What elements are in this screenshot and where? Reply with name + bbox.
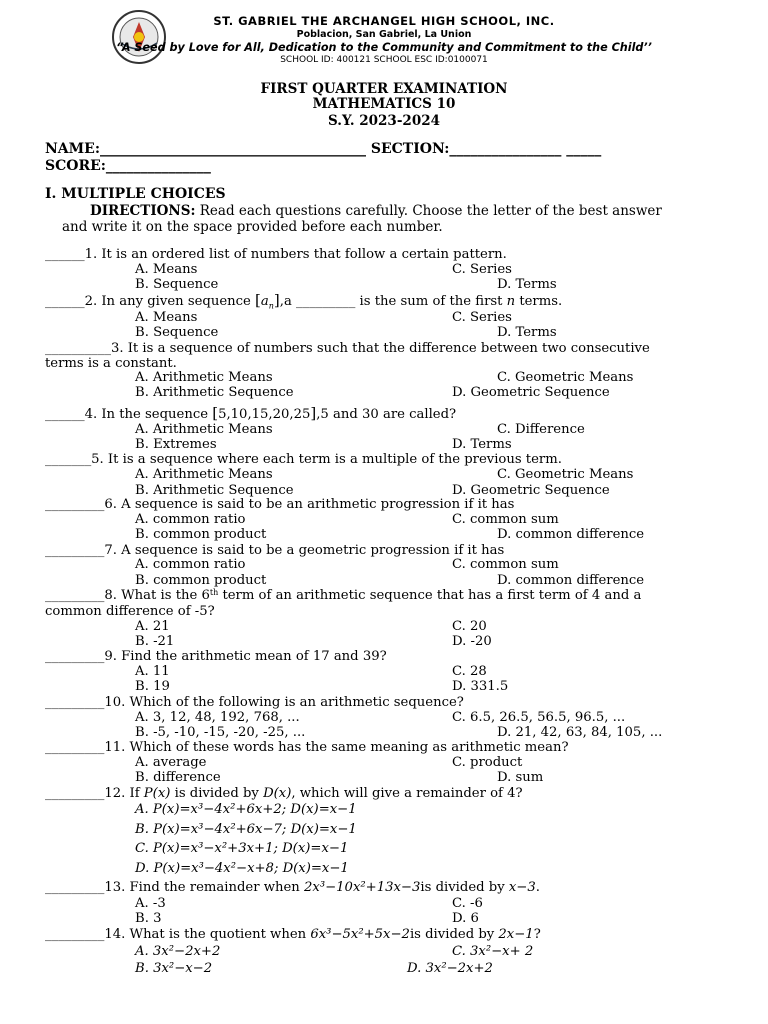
q4-stem: ______4. In the sequence [5,10,15,20,25],5 and 30 are called? [45,404,457,422]
q7-stem: _________7. A sequence is said to be a geometric progression if it has [45,543,505,558]
q6-choice-b: B. common product [135,527,267,542]
q12-choice-a: A. P(x)=x³−4x²+6x+2; D(x)=x−1 [135,802,357,817]
q11-choice-c: C. product [452,755,523,770]
q13-choice-d: D. 6 [452,911,479,926]
q8-stem: _________8. What is the 6th term of an arithmetic sequence that has a first term of 4 and a [45,588,642,603]
q7-choice-a: A. common ratio [135,557,246,572]
score-line: SCORE:_______________ [45,158,211,174]
directions-line2: and write it on the space provided before each number. [62,219,443,235]
q2-choice-d: D. Terms [497,325,557,340]
q10-stem: _________10. Which of the following is an arithmetic sequence? [45,695,464,710]
school-name: ST. GABRIEL THE ARCHANGEL HIGH SCHOOL, INC. [213,14,555,28]
q3-choice-d: D. Geometric Sequence [452,385,610,400]
q8-choice-c: C. 20 [452,619,487,634]
school-ids: SCHOOL ID: 400121 SCHOOL ESC ID:0100071 [280,55,488,65]
school-year: S.Y. 2023-2024 [327,113,440,129]
q7-choice-c: C. common sum [452,557,559,572]
q9-stem: _________9. Find the arithmetic mean of 17 and 39? [45,649,387,664]
name-section-line: NAME:______________________________________ SECTION:________________ _____ [45,141,602,157]
q1-choice-d: D. Terms [497,277,557,292]
q8-choice-d: D. -20 [452,634,492,649]
q14-choice-d: D. 3x²−2x+2 [407,961,493,976]
q2-choice-b: B. Sequence [135,325,219,340]
q13-choice-b: B. 3 [135,911,162,926]
q9-choice-d: D. 331.5 [452,679,509,694]
q5-choice-d: D. Geometric Sequence [452,483,610,498]
q8-choice-b: B. -21 [135,634,175,649]
q11-stem: _________11. Which of these words has the same meaning as arithmetic mean? [45,740,569,755]
q4-choice-b: B. Extremes [135,437,217,452]
q1-stem: ______1. It is an ordered list of numbers that follow a certain pattern. [45,247,507,262]
q12-choice-c: C. P(x)=x³−x²+3x+1; D(x)=x−1 [135,841,349,856]
q14-choice-b: B. 3x²−x−2 [135,961,213,976]
exam-title: FIRST QUARTER EXAMINATION [260,81,508,97]
directions-label: DIRECTIONS: [90,203,196,219]
q13-choice-a: A. -3 [135,896,166,911]
q2-stem: ______2. In any given sequence $[a_n],a$ _________ is the sum of the first n terms. [45,291,563,311]
q7-choice-d: D. common difference [497,573,645,588]
q6-choice-d: D. common difference [497,527,645,542]
q10-choice-b: B. -5, -10, -15, -20, -25, ... [135,725,306,740]
q8-stem-line2: common difference of -5? [45,604,215,619]
q4-choice-a: A. Arithmetic Means [135,422,273,437]
q11-choice-d: D. sum [497,770,544,785]
q3-choice-b: B. Arithmetic Sequence [135,385,294,400]
q1-choice-c: C. Series [452,262,512,277]
q9-choice-b: B. 19 [135,679,170,694]
q9-choice-c: C. 28 [452,664,487,679]
q2-choice-a: A. Means [135,310,198,325]
q3-stem: __________3. It is a sequence of numbers such that the difference between two consecutive [45,341,650,356]
q8-choice-a: A. 21 [135,619,170,634]
directions-text: Read each questions carefully. Choose the letter of the best answer [195,203,662,219]
q14-choice-a: A. 3x²−2x+2 [135,944,221,959]
q6-choice-c: C. common sum [452,512,559,527]
q5-choice-a: A. Arithmetic Means [135,467,273,482]
q5-choice-b: B. Arithmetic Sequence [135,483,294,498]
q13-choice-c: C. -6 [452,896,483,911]
q12-stem: _________12. If P(x) is divided by D(x), which will give a remainder of 4? [45,786,523,801]
q3-choice-a: A. Arithmetic Means [135,370,273,385]
q4-choice-c: C. Difference [497,422,585,437]
q5-choice-c: C. Geometric Means [497,467,634,482]
q4-choice-d: D. Terms [452,437,512,452]
q7-choice-b: B. common product [135,573,267,588]
q3-choice-c: C. Geometric Means [497,370,634,385]
q2-choice-c: C. Series [452,310,512,325]
q6-stem: _________6. A sequence is said to be an arithmetic progression if it has [45,497,515,512]
q12-choice-b: B. P(x)=x³−4x²+6x−7; D(x)=x−1 [135,822,357,837]
school-motto: “A Seed by Love for All, Dedication to the Community and Commitment to the Child’’ [116,41,652,54]
directions [90,203,662,219]
subject-title: MATHEMATICS 10 [312,96,456,112]
q11-choice-a: A. average [135,755,207,770]
q5-stem: _______5. It is a sequence where each term is a multiple of the previous term. [45,452,562,467]
q1-choice-a: A. Means [135,262,198,277]
q6-choice-a: A. common ratio [135,512,246,527]
q9-choice-a: A. 11 [135,664,170,679]
q10-choice-d: D. 21, 42, 63, 84, 105, ... [497,725,663,740]
q13-stem: _________13. Find the remainder when 2x³−10x²+13x−3is divided by x−3. [45,880,540,895]
q1-choice-b: B. Sequence [135,277,219,292]
q10-choice-c: C. 6.5, 26.5, 56.5, 96.5, ... [452,710,626,725]
section-heading: I. MULTIPLE CHOICES [45,186,226,202]
q14-choice-c: C. 3x²−x+ 2 [452,944,534,959]
q11-choice-b: B. difference [135,770,221,785]
school-address: Poblacion, San Gabriel, La Union [296,29,472,40]
q3-stem-line2: terms is a constant. [45,356,177,371]
q12-choice-d: D. P(x)=x³−4x²−x+8; D(x)=x−1 [135,861,349,876]
q10-choice-a: A. 3, 12, 48, 192, 768, ... [135,710,300,725]
q14-stem: _________14. What is the quotient when 6x³−5x²+5x−2is divided by 2x−1? [45,927,541,942]
